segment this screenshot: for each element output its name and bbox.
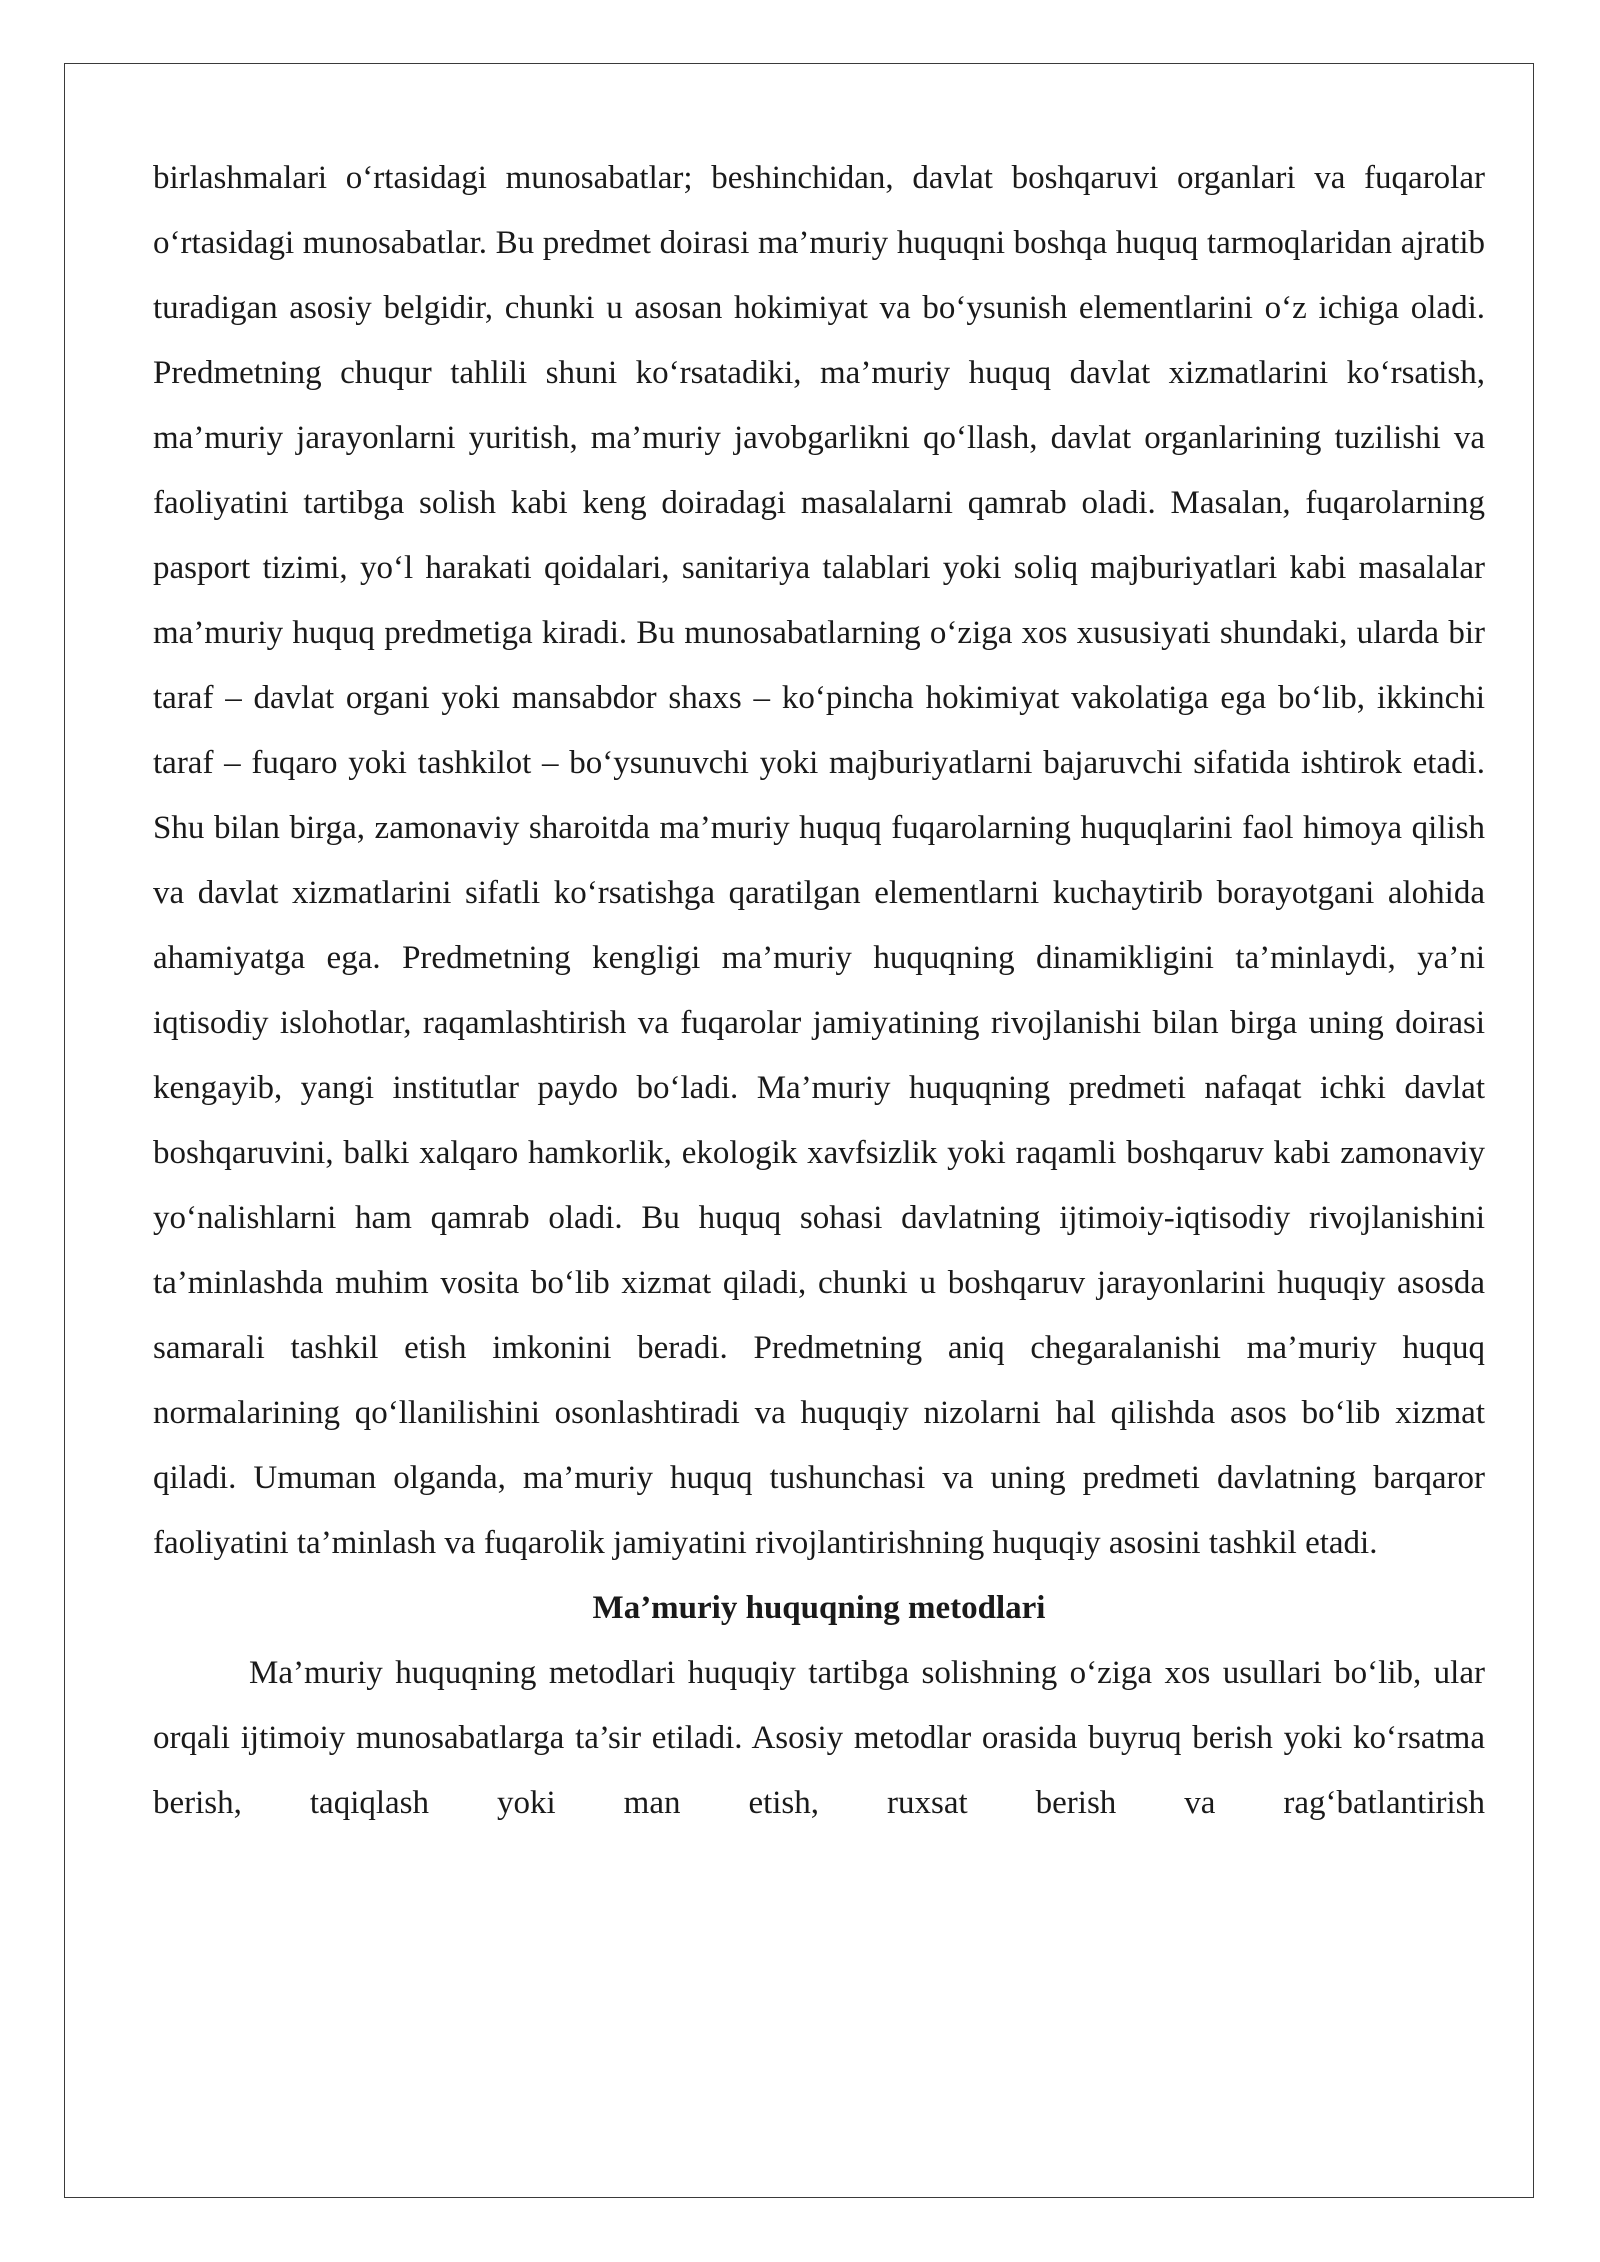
body-paragraph: birlashmalari o‘rtasidagi munosabatlar; beshinchidan, davlat boshqaruvi organlari va fuqarolar o‘rtasidagi munosabatlar. Bu predmet doirasi ma’muriy huquqni boshqa huquq tarmoqlaridan ajratib turadigan asosiy belgidir, chunki u asosan hokimiyat va bo‘ysunish elementlarini o‘z ichiga oladi. Predmetning chuqur tahlili shuni ko‘rsatadiki, ma’muriy huquq davlat xizmatlarini ko‘rsatish, ma’muriy jarayonlarni yuritish, ma’muriy javobgarlikni qo‘llash, davlat organlarining tuzilishi va faoliyatini tartibga solish kabi keng doiradagi masalalarni qamrab oladi. Masalan, fuqarolarning pasport tizimi, yo‘l harakati qoidalari, sanitariya talablari yoki soliq majburiyatlari kabi masalalar ma’muriy huquq predmetiga kiradi. Bu munosabatlarning o‘ziga xos xususiyati shundaki, ularda bir taraf – davlat organi yoki mansabdor shaxs – ko‘pincha hokimiyat vakolatiga ega bo‘lib, ikkinchi taraf – fuqaro yoki tashkilot – bo‘ysunuvchi yoki majburiyatlarni bajaruvchi sifatida ishtirok etadi. Shu bilan birga, zamonaviy sharoitda ma’muriy huquq fuqarolarning huquqlarini faol himoya qilish va davlat xizmatlarini sifatli ko‘rsatishga qaratilgan elementlarni kuchaytirib borayotgani alohida ahamiyatga ega. Predmetning kengligi ma’muriy huquqning dinamikligini ta’minlaydi, ya’ni iqtisodiy islohotlar, raqamlashtirish va fuqarolar jamiyatining rivojlanishi bilan birga uning doirasi kengayib, yangi institutlar paydo bo‘ladi. Ma’muriy huquqning predmeti nafaqat ichki davlat boshqaruvini, balki xalqaro hamkorlik, ekologik xavfsizlik yoki raqamli boshqaruv kabi zamonaviy yo‘nalishlarni ham qamrab oladi. Bu huquq sohasi davlatning ijtimoiy-iqtisodiy rivojlanishini ta’minlashda muhim vosita bo‘lib xizmat qiladi, chunki u boshqaruv jarayonlarini huquqiy asosda samarali tashkil etish imkonini beradi. Predmetning aniq chegaralanishi ma’muriy huquq normalarining qo‘llanilishini osonlashtiradi va huquqiy nizolarni hal qilishda asos bo‘lib xizmat qiladi. Umuman olganda, ma’muriy huquq tushunchasi va uning predmeti davlatning barqaror faoliyatini ta’minlash va fuqarolik jamiyatini rivojlantirishning huquqiy asosini tashkil etadi. (153, 160, 1485, 1561)
body-paragraph-continued: Ma’muriy huquqning metodlari huquqiy tartibga solishning o‘ziga xos usullari bo‘lib, ular orqali ijtimoiy munosabatlarga ta’sir etiladi. Asosiy metodlar orasida buyruq berish yoki ko‘rsatma berish, taqiqlash yoki man etish, ruxsat berish va rag‘batlantirish (153, 1655, 1485, 1821)
section-heading: Ma’muriy huquqning metodlari (592, 1590, 1046, 1626)
document-body (153, 146, 1485, 1836)
